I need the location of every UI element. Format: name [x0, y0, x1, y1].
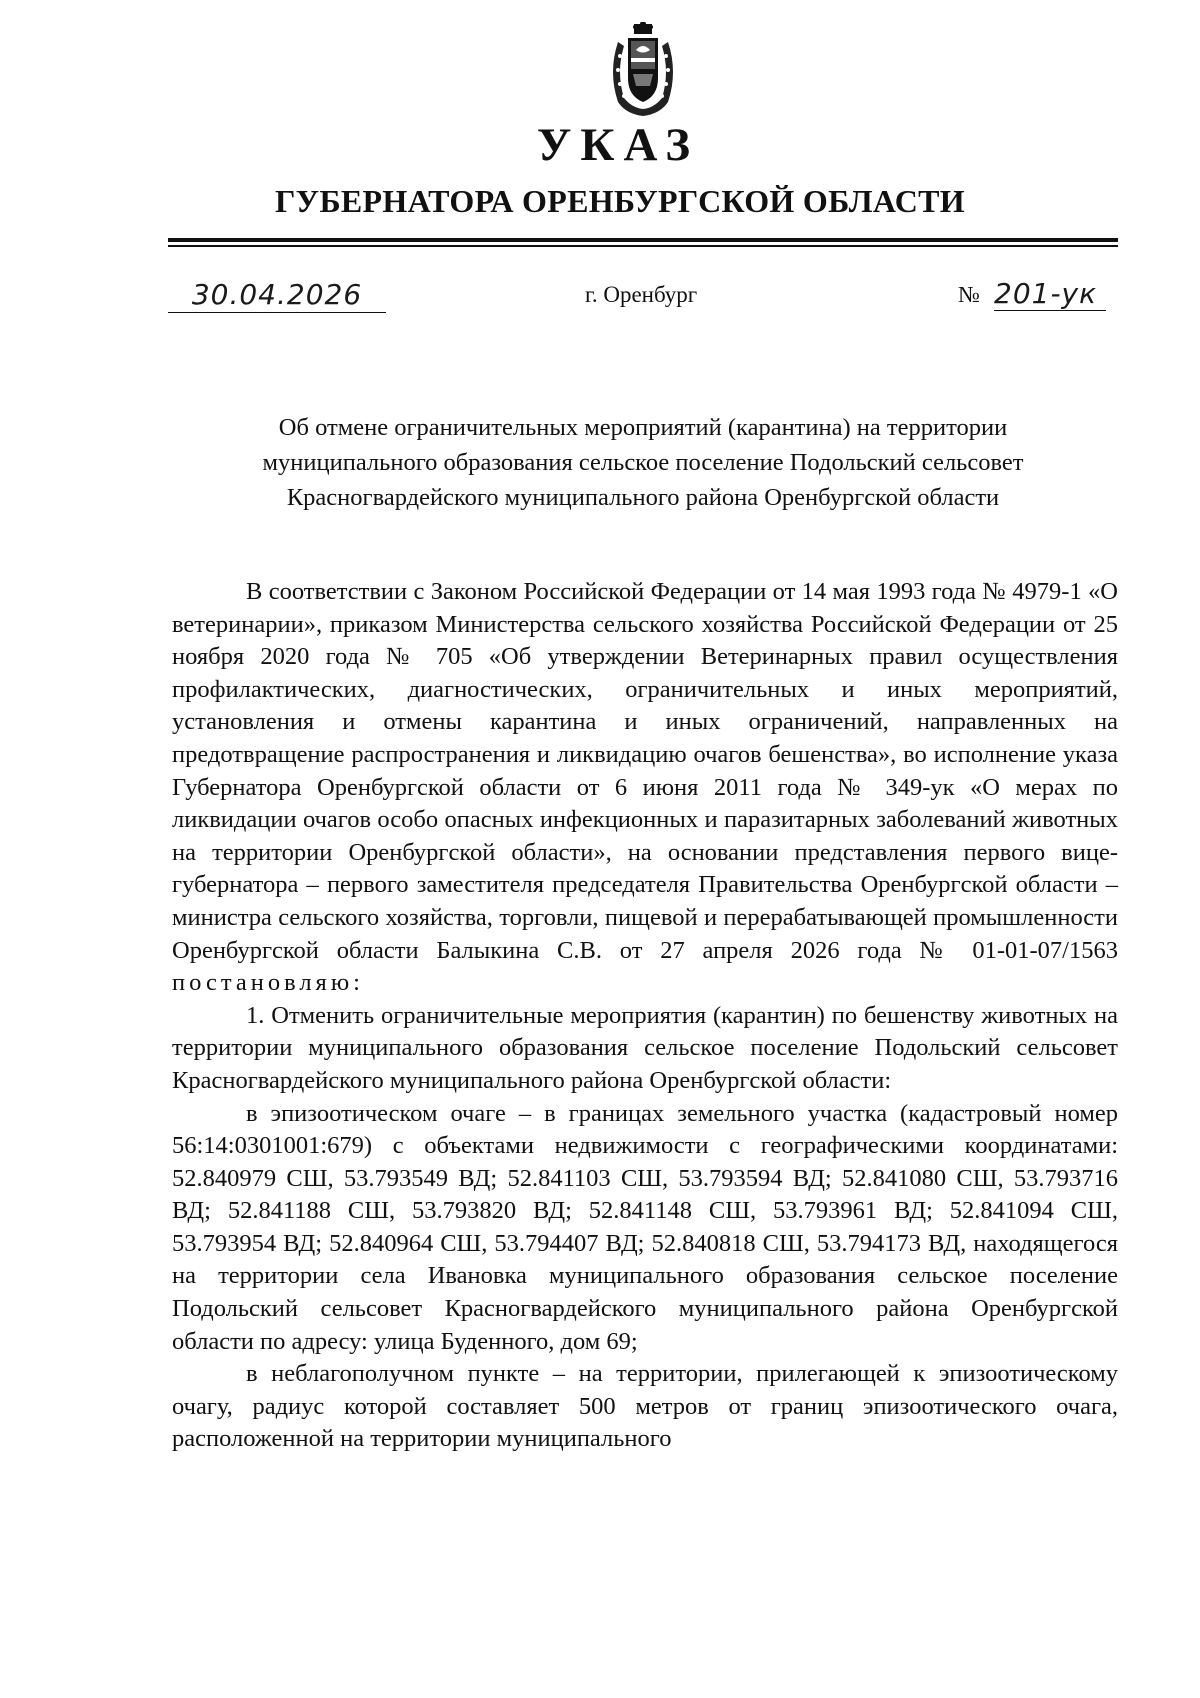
issuer-title: ГУБЕРНАТОРА ОРЕНБУРГСКОЙ ОБЛАСТИ [275, 183, 965, 219]
heading-line: Об отмене ограничительных мероприятий (карантина) на территории [278, 414, 1008, 441]
decree-date: 30.04.2026 [168, 278, 386, 313]
decree-heading [168, 410, 1118, 515]
item-1-paragraph: 1. Отменить ограничительные мероприятия (карантин) по бешенству животных на территории муниципального образования сельское поселение Подольский сельсовет Красногвардейского муниципального района Оренбургской области: [172, 1001, 1118, 1094]
preamble-text: В соответствии с Законом Российской Федерации от 14 мая 1993 года № 4979-1 «О ветеринарии», приказом Министерства сельского хозяйства Российской Федерации от 25 ноября 2020 года № 705 «Об утверждении Ветеринарных правил осуществления профилактических, диагностических, ограничительных и иных мероприятий, установления и отмены карантина и иных ограничений, направленных на предотвращение распространения и ликвидацию очагов бешенства», во исполнение указа Губернатора Оренбургской области от 6 июня 2011 года № 349-ук «О мерах по ликвидации очагов особо опасных инфекционных и паразитарных заболеваний животных на территории Оренбургской области», на основании представления первого вице-губернатора – первого заместителя председателя Правительства Оренбургской области – министра сельского хозяйства, торговли, пищевой и перерабатывающей промышленности Оренбургской области Балыкина С.В. от 27 апреля 2026 года № 01-01-07/1563 [172, 578, 1118, 964]
preamble-paragraph [172, 576, 1118, 1000]
unfavorable-area-paragraph: в неблагополучном пункте – на территории, прилегающей к эпизоотическому очагу, радиус которой составляет 500 метров от границ эпизоотического очага, расположенной на территории муниципального [172, 1360, 1118, 1453]
header-divider-thin [168, 245, 1118, 247]
coat-of-arms-icon [606, 22, 680, 118]
heading-line: муниципального образования сельское поселение Подольский сельсовет [262, 449, 1024, 476]
header-divider-thick [168, 238, 1118, 242]
epizootic-focus-paragraph: в эпизоотическом очаге – в границах земельного участка (кадастровый номер 56:14:0301001:679) с объектами недвижимости с географическими координатами: 52.840979 СШ, 53.793549 ВД; 52.841103 СШ, 53.793594 ВД; 52.841080 СШ, 53.793716 ВД; 52.841188 СШ, 53.793820 ВД; 52.841148 СШ, 53.793961 ВД; 52.841094 СШ, 53.793954 ВД; 52.840964 СШ, 53.794407 ВД; 52.840818 СШ, 53.794173 ВД, находящегося на территории села Ивановка муниципального образования сельское поселение Подольский сельсовет Красногвардейского муниципального района Оренбургской области по адресу: улица Буденного, дом 69; [172, 1099, 1118, 1355]
decree-city: г. Оренбург [585, 282, 698, 307]
decree-body [172, 576, 1118, 1456]
heading-line: Красногвардейского муниципального района Оренбургской области [286, 484, 1000, 511]
decree-number: 201-ук [994, 278, 1106, 311]
decree-number-block [958, 278, 1123, 314]
number-sign: № [958, 282, 980, 307]
decree-operative-word: постановляю: [172, 969, 364, 997]
document-type-title: УКАЗ [536, 119, 700, 171]
